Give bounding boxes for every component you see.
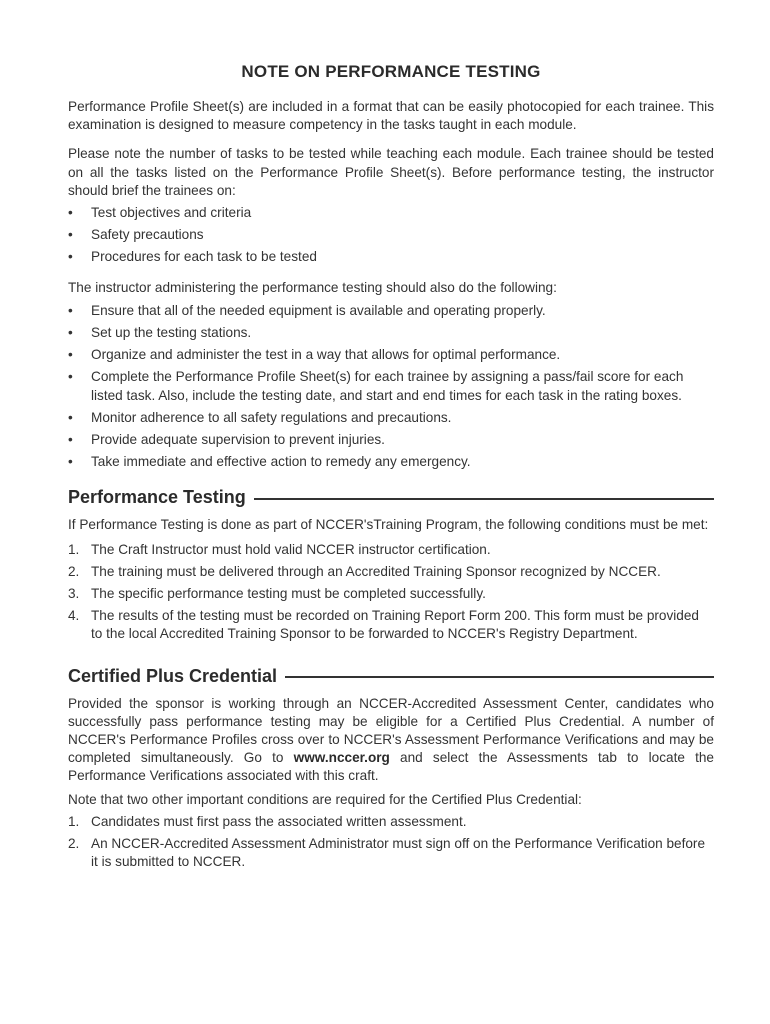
list-item: • Take immediate and effective action to remedy any emergency. (68, 453, 714, 471)
list-item (68, 835, 714, 871)
list-number: 1. (68, 813, 80, 829)
list-number: 4. (68, 608, 80, 624)
list-number: 3. (68, 586, 80, 602)
performance-testing-heading (68, 487, 714, 508)
list-item: • Complete the Performance Profile Sheet(s) for each trainee by assigning a pass/fail score for each listed task. Also, include the testing date, and start and end times for each task in the rating boxes. (68, 368, 714, 404)
performance-testing-paragraph: If Performance Testing is done as part of NCCER'sTraining Program, the following conditions must be met: (68, 517, 709, 533)
list-text: An NCCER-Accredited Assessment Administrator must sign off on the Performance Verification before it is submitted to NCCER. (91, 836, 706, 870)
list-item: • Ensure that all of the needed equipment is available and operating properly. (68, 302, 714, 320)
certified-plus-paragraph-2: Note that two other important conditions are required for the Certified Plus Credential: (68, 791, 582, 807)
section-title: Certified Plus Credential (68, 665, 278, 686)
list-item: • Organize and administer the test in a way that allows for optimal performance. (68, 346, 714, 364)
admin-list (68, 302, 714, 472)
certified-plus-heading (68, 666, 714, 687)
section-rule (285, 676, 714, 678)
list-item (68, 563, 714, 581)
list-item: • Test objectives and criteria (68, 204, 714, 222)
document-page (68, 62, 714, 876)
list-text: The specific performance testing must be completed successfully. (91, 586, 486, 602)
list-item: • Procedures for each task to be tested (68, 248, 714, 266)
list-item (68, 607, 714, 643)
brief-list (68, 204, 714, 267)
paragraph-text: Provided the sponsor is working through an NCCER-Accredited Assessment Center, candidates who successfully pass performance testing may be eligible for a Certified Plus Credential. A number of NCCER's Performance Profiles cross over to NCCER's Assessment Performance Verifications and may be completed simultaneously. Go to (68, 695, 714, 766)
performance-conditions-list (68, 541, 714, 644)
list-text: Candidates must first pass the associated written assessment. (91, 813, 467, 829)
list-text: The Craft Instructor must hold valid NCCER instructor certification. (91, 541, 491, 557)
list-item: • Provide adequate supervision to prevent injuries. (68, 431, 714, 449)
list-text: The training must be delivered through an Accredited Training Sponsor recognized by NCCER. (91, 563, 661, 579)
list-number: 2. (68, 836, 80, 852)
list-item (68, 541, 714, 559)
intro-paragraph-1: Performance Profile Sheet(s) are included in a format that can be easily photocopied for each trainee. This examination is designed to measure competency in the tasks taught in each module. (68, 99, 714, 133)
section-title: Performance Testing (68, 487, 246, 508)
paragraph-text: and select the Assessments tab to locate the Performance Verifications associated with this craft. (68, 750, 714, 784)
nccer-website-link[interactable]: www.nccer.org (293, 750, 390, 766)
page-title: NOTE ON PERFORMANCE TESTING (241, 62, 541, 81)
section-rule (254, 498, 714, 500)
list-text: The results of the testing must be recorded on Training Report Form 200. This form must be provided to the local Accredited Training Sponsor to be forwarded to NCCER's Registry Department. (91, 608, 699, 642)
list-item: • Set up the testing stations. (68, 324, 714, 342)
list-number: 2. (68, 563, 80, 579)
list-item (68, 813, 714, 831)
certified-plus-conditions-list (68, 813, 714, 872)
list-item (68, 585, 714, 603)
list-number: 1. (68, 541, 80, 557)
intro-paragraph-3: The instructor administering the performance testing should also do the following: (68, 279, 557, 295)
list-item: • Monitor adherence to all safety regulations and precautions. (68, 409, 714, 427)
list-item: • Safety precautions (68, 226, 714, 244)
intro-paragraph-2: Please note the number of tasks to be tested while teaching each module. Each trainee should be tested on all the tasks listed on the Performance Profile Sheet(s). Before performance testing, the instructor should brief the trainees on: (68, 146, 714, 198)
certified-plus-paragraph-1 (68, 695, 714, 786)
